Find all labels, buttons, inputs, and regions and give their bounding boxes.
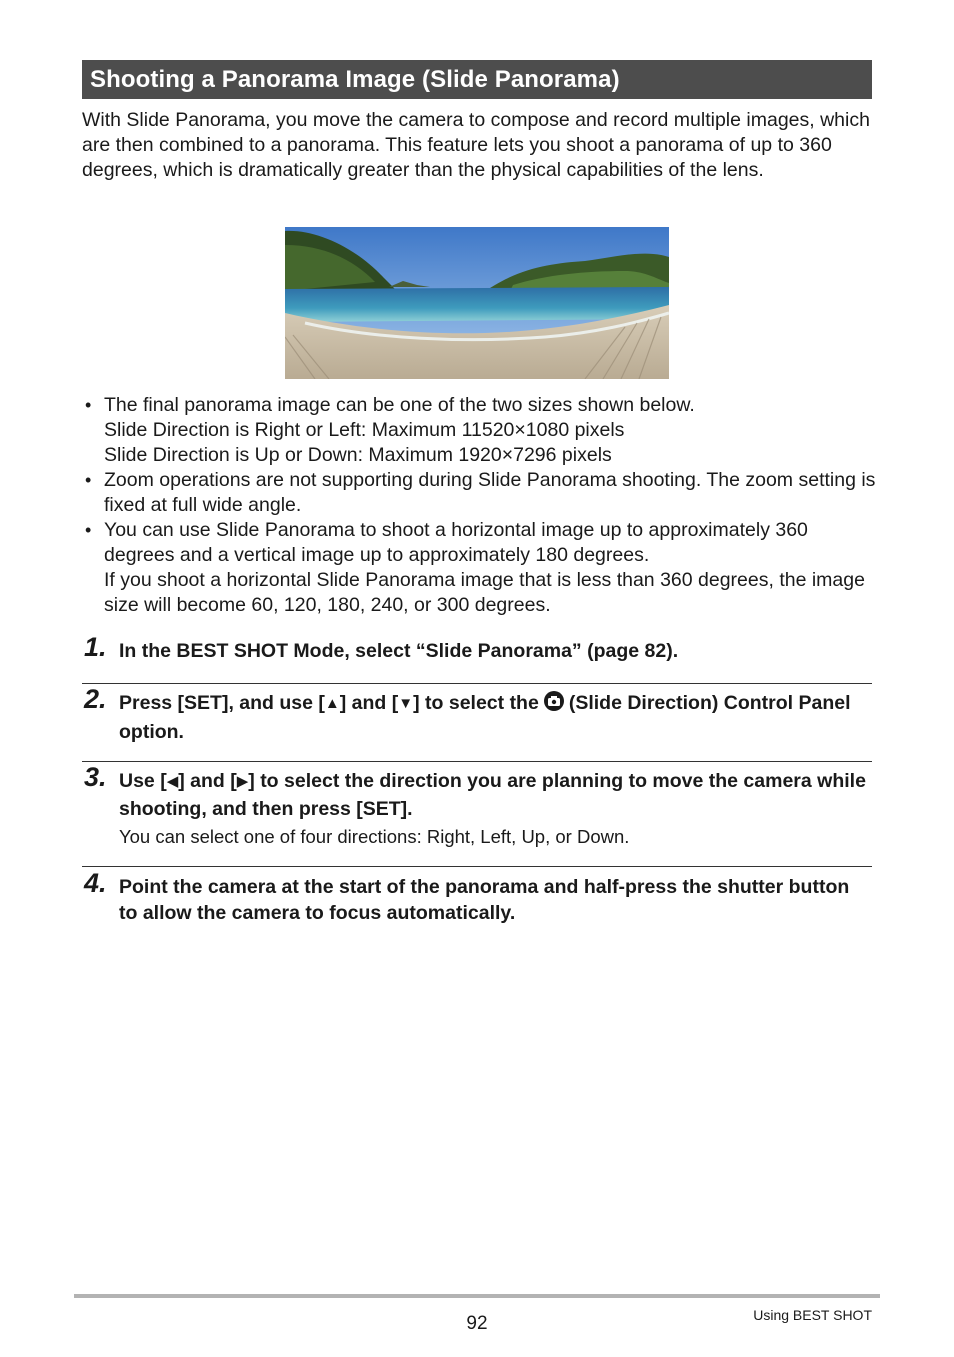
footer-rule: [74, 1294, 880, 1298]
note-line: If you shoot a horizontal Slide Panorama image that is less than 360 degrees, the image size will become 60, 120, 180, 240, or 300 degrees.: [104, 569, 865, 616]
step-divider: [82, 761, 872, 762]
step-text: Point the camera at the start of the panorama and half-press the shutter button to allow the camera to focus automatically.: [119, 876, 850, 924]
intro-paragraph: With Slide Panorama, you move the camera to compose and record multiple images, which are then combined to a panorama. This feature lets you shoot a panorama of up to 360 degrees, which is dramatically greater than the physical capabilities of the lens.: [82, 109, 870, 181]
step-note: You can select one of four directions: Right, Left, Up, or Down.: [119, 826, 630, 847]
slide-direction-icon: [543, 690, 565, 719]
step-number: 4.: [84, 868, 107, 898]
panorama-illustration: [285, 227, 669, 379]
down-arrow-icon: ▼: [398, 695, 414, 712]
step-text-part: Press [SET], and use [: [119, 692, 325, 714]
note-line: Slide Direction is Right or Left: Maximum 11520×1080 pixels: [104, 419, 625, 441]
step-text-part: ] and [: [178, 770, 237, 792]
step-text-part: ] and [: [339, 692, 399, 714]
list-item: [82, 468, 882, 518]
step-text-part: ] to select the direction you are planning to move the camera while shooting, and then press [SET].: [119, 770, 866, 820]
step-divider: [82, 683, 872, 684]
note-line: You can use Slide Panorama to shoot a horizontal image up to approximately 360 degrees and a vertical image up to approximately 180 degrees.: [104, 519, 808, 566]
page-number: 92: [466, 1313, 488, 1334]
step-4: [82, 868, 872, 926]
step-text: [119, 768, 872, 822]
section-title-bar: [82, 60, 872, 99]
step-2: [82, 684, 872, 745]
section-title: Shooting a Panorama Image (Slide Panorama): [90, 65, 620, 93]
step-number: 3.: [84, 762, 107, 792]
note-line: Slide Direction is Up or Down: Maximum 1920×7296 pixels: [104, 444, 612, 466]
note-line: The final panorama image can be one of the two sizes shown below.: [104, 394, 695, 416]
step-1: [82, 632, 872, 664]
step-number: 1.: [84, 632, 107, 662]
panorama-photo: [285, 227, 669, 379]
step-text-part: Use [: [119, 770, 167, 792]
notes-list: [82, 393, 882, 618]
right-arrow-icon: ▶: [236, 773, 249, 790]
list-item: [82, 518, 882, 618]
step-divider: [82, 866, 872, 867]
step-text-part: (Slide Direction) Control Panel option.: [119, 692, 851, 743]
bullet-dot: •: [85, 395, 92, 415]
step-text-part: ] to select the: [413, 692, 539, 714]
bullet-dot: •: [85, 470, 92, 490]
step-text: In the BEST SHOT Mode, select “Slide Panorama” (page 82).: [119, 640, 679, 662]
bullet-dot: •: [85, 520, 92, 540]
note-line: Zoom operations are not supporting during Slide Panorama shooting. The zoom setting is fixed at full wide angle.: [104, 469, 876, 516]
step-3: [82, 762, 872, 850]
list-item: [82, 393, 882, 468]
left-arrow-icon: ◀: [166, 773, 179, 790]
footer-section-label: Using BEST SHOT: [753, 1307, 872, 1323]
step-number: 2.: [84, 684, 107, 714]
up-arrow-icon: ▲: [324, 695, 340, 712]
step-text: [119, 690, 872, 745]
